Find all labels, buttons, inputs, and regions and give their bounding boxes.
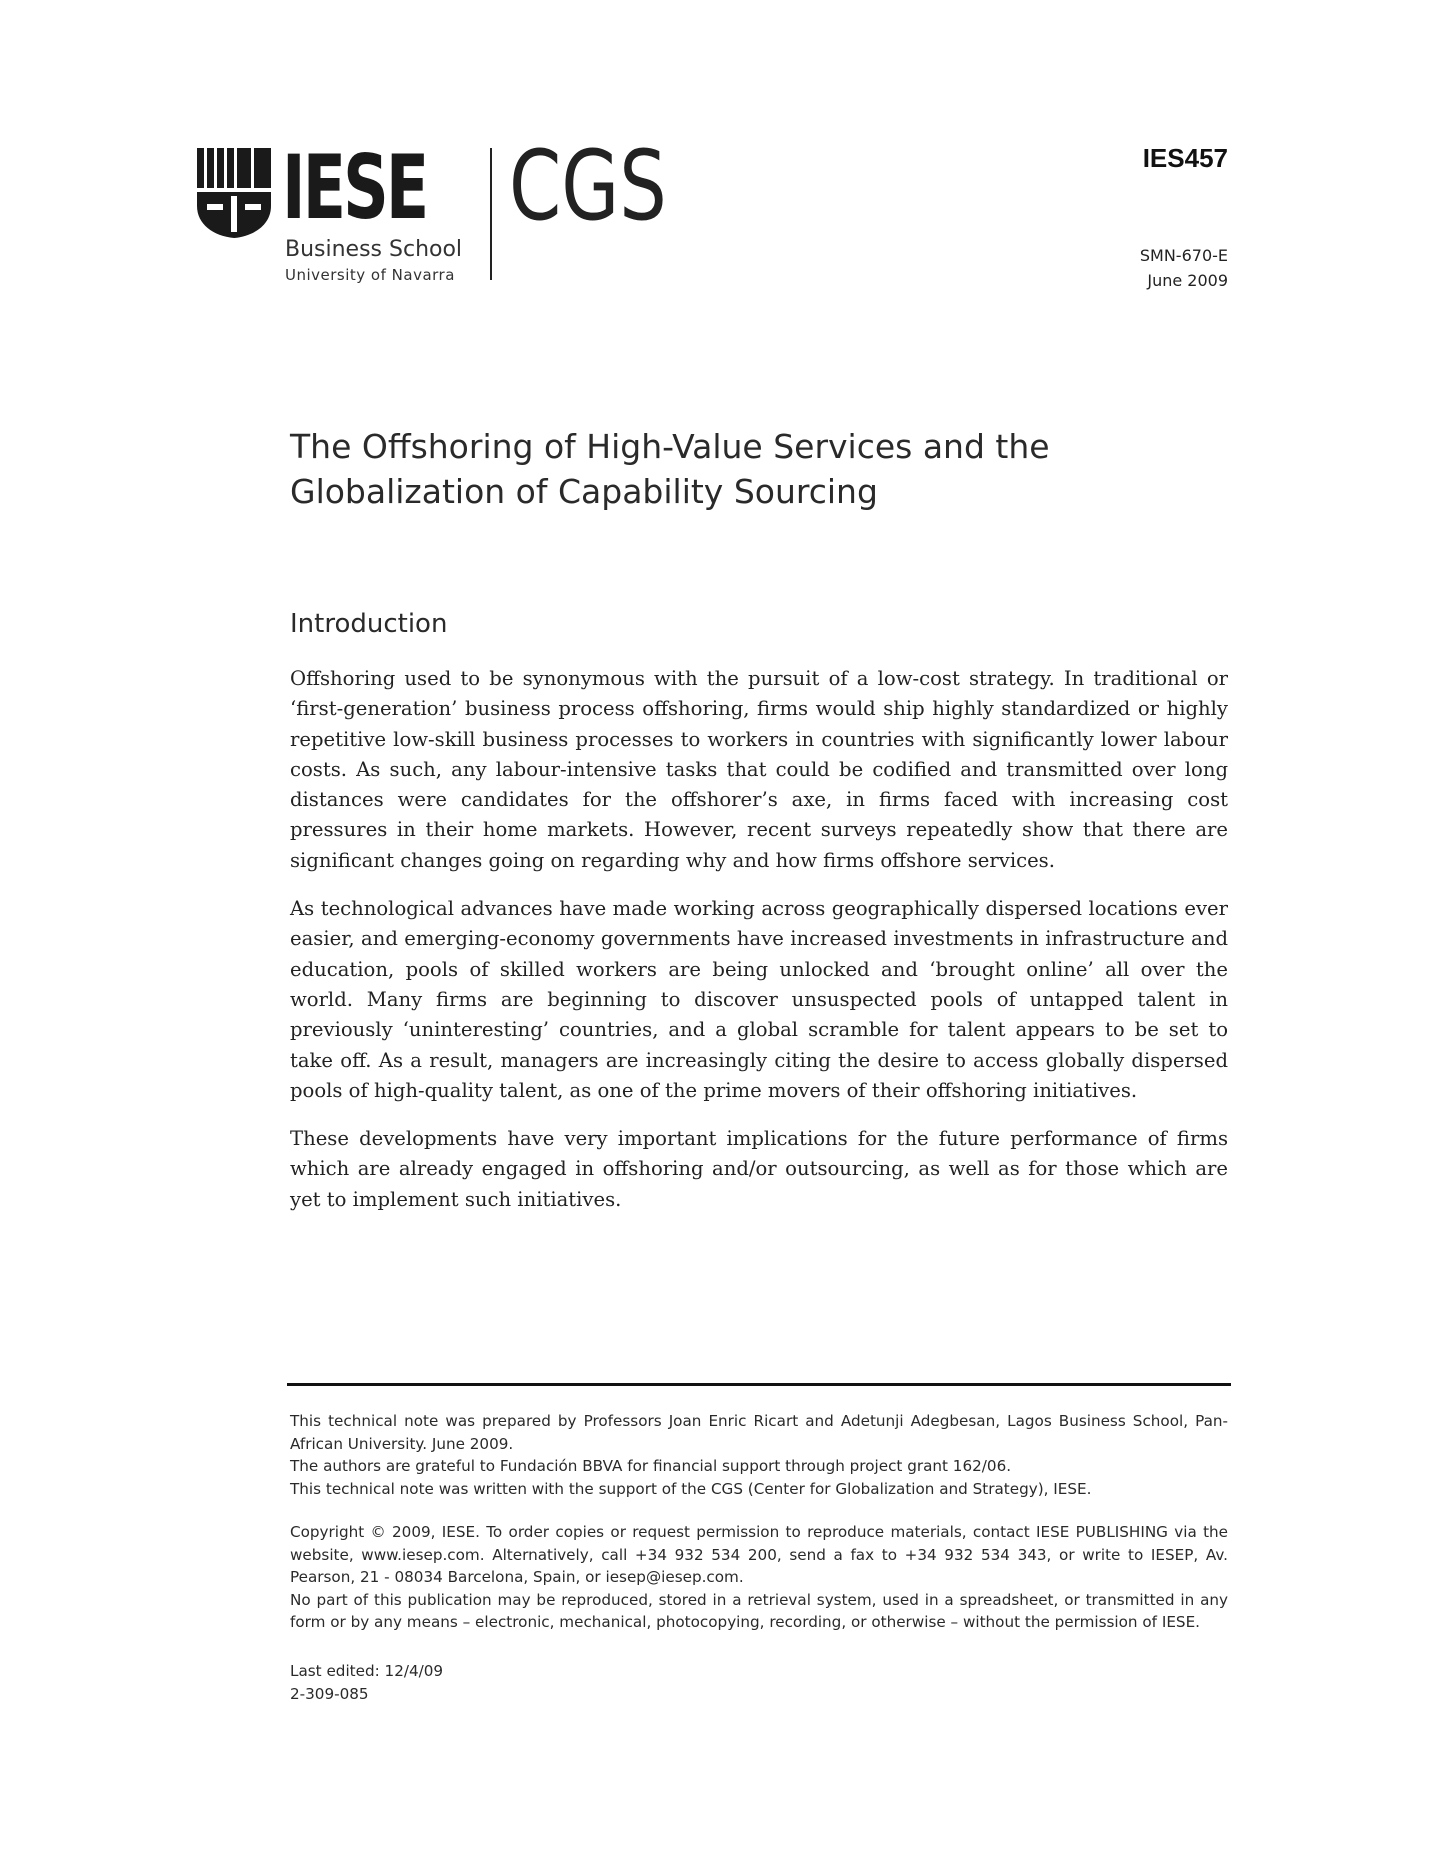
last-edited: Last edited: 12/4/09 xyxy=(290,1662,444,1680)
rights-text: No part of this publication may be reproduced, stored in a retrieval system, used in a spreadsheet, or transmitted in any form or by any means – electronic, mechanical, photocopying, recording, or otherwise – without the permission of IESE. xyxy=(290,1590,1228,1631)
footer-note: This technical note was prepared by Professors Joan Enric Ricart and Adetunji Adegbesan, Lagos Business School, Pan-African University. June 2009. xyxy=(290,1412,1228,1453)
logo-partner: CGS xyxy=(509,130,667,242)
logo-word: IESE xyxy=(282,136,427,239)
paragraph: As technological advances have made working across geographically dispersed locations ever easier, and emerging-economy governments have increased investments in infrastructure and education, pools of skilled workers are being unlocked and ‘brought online’ all over the world. Many firms are beginning to discover unsuspected pools of untapped talent in previously ‘uninteresting’ countries, and a global scramble for talent appears to be set to take off. As a result, managers are increasingly citing the desire to access globally dispersed pools of high-quality talent, as one of the prime movers of their offshoring initiatives. xyxy=(290,897,1228,1102)
edit-info xyxy=(290,1660,443,1705)
catalog-code: 2-309-085 xyxy=(290,1684,369,1703)
logo-divider xyxy=(490,148,492,280)
reference-code: SMN-670-E xyxy=(1139,246,1228,265)
document-date: June 2009 xyxy=(1147,271,1228,290)
footer-divider xyxy=(287,1383,1231,1386)
section-heading: Introduction xyxy=(290,609,448,639)
logo-school: Business School xyxy=(285,237,463,262)
footer-notes xyxy=(290,1410,1228,1500)
document-code: IES457 xyxy=(1142,143,1228,173)
document-title: The Offshoring of High-Value Services and the Globalization of Capability Sourcing xyxy=(290,427,1050,511)
body-text xyxy=(290,664,1228,1233)
copyright-block xyxy=(290,1521,1228,1634)
logo-university: University of Navarra xyxy=(285,266,455,284)
iese-cgs-logo xyxy=(197,130,717,284)
paragraph: These developments have very important implications for the future performance of firms which are already engaged in offshoring and/or outsourcing, as well as for those which are yet to implement such initiatives. xyxy=(290,1127,1228,1211)
iese-shield-icon xyxy=(197,148,271,238)
footer-note: The authors are grateful to Fundación BBVA for financial support through project grant 162/06. xyxy=(290,1457,1012,1475)
footer-note: This technical note was written with the support of the CGS (Center for Globalization and Strategy), IESE. xyxy=(290,1479,1092,1498)
paragraph: Offshoring used to be synonymous with the pursuit of a low-cost strategy. In traditional or ‘first-generation’ business process offshoring, firms would ship highly standardized or highly repetitive low-skill business processes to workers in countries with significantly lower labour costs. As such, any labour-intensive tasks that could be codified and transmitted over long distances were candidates for the offshorer’s axe, in firms faced with increasing cost pressures in their home markets. However, recent surveys repeatedly show that there are significant changes going on regarding why and how firms offshore services. xyxy=(290,667,1228,872)
copyright-text: Copyright © 2009, IESE. To order copies or request permission to reproduce materials, contact IESE PUBLISHING via the website, www.iesep.com. Alternatively, call +34 932 534 200, send a fax to +34 932 534 343, or write to IESEP, Av. Pearson, 21 - 08034 Barcelona, Spain, or iesep@iesep.com. xyxy=(290,1523,1228,1586)
